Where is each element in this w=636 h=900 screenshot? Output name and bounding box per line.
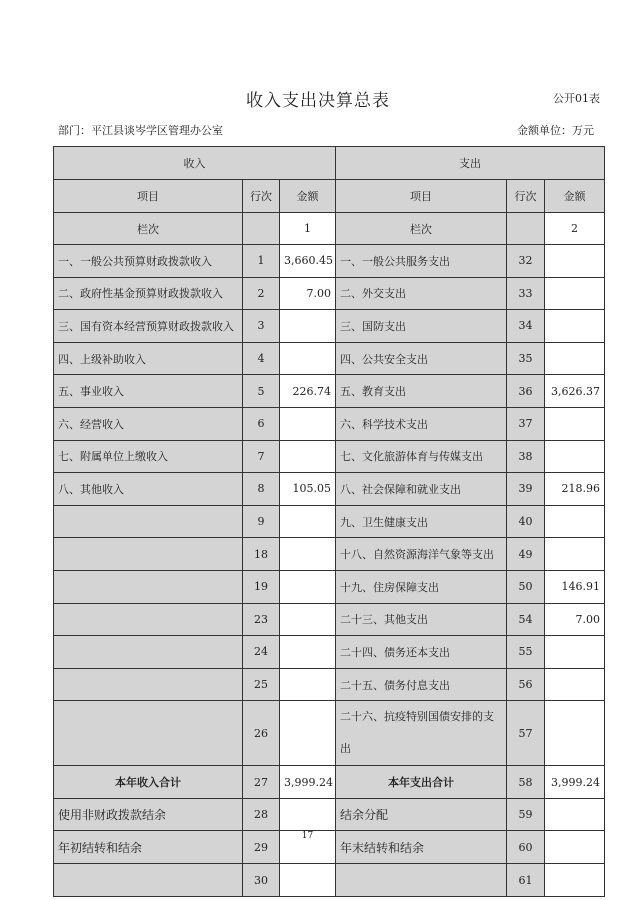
income-amount [280,440,336,473]
income-amount [280,505,336,538]
expense-line: 32 [507,245,545,278]
income-amount [280,310,336,343]
closing-balance-label: 年末结转和结余 [336,831,507,864]
table-row [54,570,605,603]
non-fiscal-surplus-label: 使用非财政拨款结余 [54,799,243,831]
income-line: 19 [243,570,280,603]
table-row-26-expense-amount [545,701,605,766]
expense-amount: 7.00 [545,603,605,636]
expense-amount [545,538,605,571]
expense-amount [545,310,605,343]
form-number: 公开01表 [553,92,600,105]
income-amount [280,570,336,603]
income-line: 24 [243,636,280,669]
table-row [54,245,605,278]
income-total-label: 本年收入合计 [54,766,243,799]
expense-section-header: 支出 [336,147,605,180]
expense-amount: 3,626.37 [545,375,605,408]
expense-item: 二十三、其他支出 [336,603,507,636]
income-amount [280,668,336,701]
table-row-26-income-item [54,701,243,766]
opening-balance-amount [280,831,336,864]
table-row-30-income-amount [280,864,336,897]
opening-balance-line: 29 [243,831,280,864]
table-row-26-income-line: 26 [243,701,280,766]
table-row [54,277,605,310]
expense-amount [545,505,605,538]
table-row [54,407,605,440]
expense-item: 十八、自然资源海洋气象等支出 [336,538,507,571]
table-row [54,342,605,375]
income-line: 3 [243,310,280,343]
report-title: 收入支出决算总表 [246,91,390,111]
expense-item: 二十四、债务还本支出 [336,636,507,669]
income-amount: 3,660.45 [280,245,336,278]
table-row-30-income-line: 30 [243,864,280,897]
expense-item: 一、一般公共服务支出 [336,245,507,278]
expense-total-amount: 3,999.24 [545,766,605,799]
expense-item: 三、国防支出 [336,310,507,343]
income-lanci-blank [243,213,280,245]
income-item: 二、政府性基金预算财政拨款收入 [54,277,243,310]
page-number: 17 [301,831,314,842]
expense-col-line: 行次 [507,180,545,213]
table-row [54,668,605,701]
income-item [54,505,243,538]
income-lanci-number: 1 [280,213,336,245]
non-fiscal-surplus-amount [280,799,336,831]
expense-item: 七、文化旅游体育与传媒支出 [336,440,507,473]
expense-line: 38 [507,440,545,473]
income-line: 9 [243,505,280,538]
income-item: 四、上级补助收入 [54,342,243,375]
expense-item: 五、教育支出 [336,375,507,408]
expense-item: 八、社会保障和就业支出 [336,473,507,506]
expense-line: 39 [507,473,545,506]
income-lanci-label: 栏次 [54,213,243,245]
table-row [54,375,605,408]
expense-item: 十九、住房保障支出 [336,570,507,603]
table-row-26-expense-line: 57 [507,701,545,766]
income-line: 25 [243,668,280,701]
expense-amount: 146.91 [545,570,605,603]
expense-lanci-label: 栏次 [336,213,507,245]
table-row [54,473,605,506]
expense-lanci-blank [507,213,545,245]
expense-line: 36 [507,375,545,408]
income-item: 七、附属单位上缴收入 [54,440,243,473]
expense-line: 40 [507,505,545,538]
expense-amount [545,407,605,440]
table-row [54,440,605,473]
income-item [54,636,243,669]
table-row-30-expense-line: 61 [507,864,545,897]
income-item: 八、其他收入 [54,473,243,506]
income-item [54,570,243,603]
expense-line: 50 [507,570,545,603]
expense-line: 37 [507,407,545,440]
income-line: 6 [243,407,280,440]
expense-item: 九、卫生健康支出 [336,505,507,538]
income-amount: 7.00 [280,277,336,310]
income-line: 18 [243,538,280,571]
income-line: 8 [243,473,280,506]
expense-total-label: 本年支出合计 [336,766,507,799]
expense-item: 二、外交支出 [336,277,507,310]
income-col-item: 项目 [54,180,243,213]
income-line: 1 [243,245,280,278]
income-line: 23 [243,603,280,636]
table-row-30-expense-amount [545,864,605,897]
income-col-line: 行次 [243,180,280,213]
income-item [54,668,243,701]
expense-item: 六、科学技术支出 [336,407,507,440]
income-line: 5 [243,375,280,408]
table-row-26-income-amount [280,701,336,766]
expense-line: 55 [507,636,545,669]
expense-amount [545,636,605,669]
expense-line: 35 [507,342,545,375]
expense-amount [545,440,605,473]
expense-amount [545,342,605,375]
expense-amount [545,245,605,278]
income-total-amount: 3,999.24 [280,766,336,799]
table-row [54,636,605,669]
expense-amount: 218.96 [545,473,605,506]
table-row-26-expense-item: 二十六、抗疫特别国债安排的支出 [336,701,507,766]
income-item: 一、一般公共预算财政拨款收入 [54,245,243,278]
expense-col-amount: 金额 [545,180,605,213]
income-line: 7 [243,440,280,473]
income-line: 4 [243,342,280,375]
income-amount [280,407,336,440]
income-amount [280,636,336,669]
income-section-header: 收入 [54,147,336,180]
surplus-distribution-label: 结余分配 [336,799,507,831]
expense-col-item: 项目 [336,180,507,213]
opening-balance-label: 年初结转和结余 [54,831,243,864]
income-item: 五、事业收入 [54,375,243,408]
closing-balance-amount [545,831,605,864]
expense-amount [545,668,605,701]
expense-amount [545,277,605,310]
expense-line: 54 [507,603,545,636]
expense-lanci-number: 2 [545,213,605,245]
expense-item: 四、公共安全支出 [336,342,507,375]
surplus-distribution-amount [545,799,605,831]
income-amount [280,342,336,375]
expense-line: 34 [507,310,545,343]
income-amount: 226.74 [280,375,336,408]
closing-balance-line: 60 [507,831,545,864]
amount-unit-label: 金额单位：万元 [517,124,594,137]
income-item [54,603,243,636]
department-label: 部门：平江县谈岑学区管理办公室 [58,124,223,137]
income-item: 三、国有资本经营预算财政拨款收入 [54,310,243,343]
expense-total-line: 58 [507,766,545,799]
surplus-distribution-line: 59 [507,799,545,831]
non-fiscal-surplus-line: 28 [243,799,280,831]
table-row [54,538,605,571]
table-row-30-income-item [54,864,243,897]
income-item: 六、经营收入 [54,407,243,440]
table-row [54,505,605,538]
table-row [54,603,605,636]
expense-item: 二十五、债务付息支出 [336,668,507,701]
income-amount [280,538,336,571]
expense-line: 33 [507,277,545,310]
income-amount [280,603,336,636]
expense-line: 49 [507,538,545,571]
income-total-line: 27 [243,766,280,799]
income-item [54,538,243,571]
expense-line: 56 [507,668,545,701]
income-line: 2 [243,277,280,310]
table-row-30-expense-item [336,864,507,897]
table-row [54,310,605,343]
income-col-amount: 金额 [280,180,336,213]
income-amount: 105.05 [280,473,336,506]
income-expense-table [53,146,605,897]
